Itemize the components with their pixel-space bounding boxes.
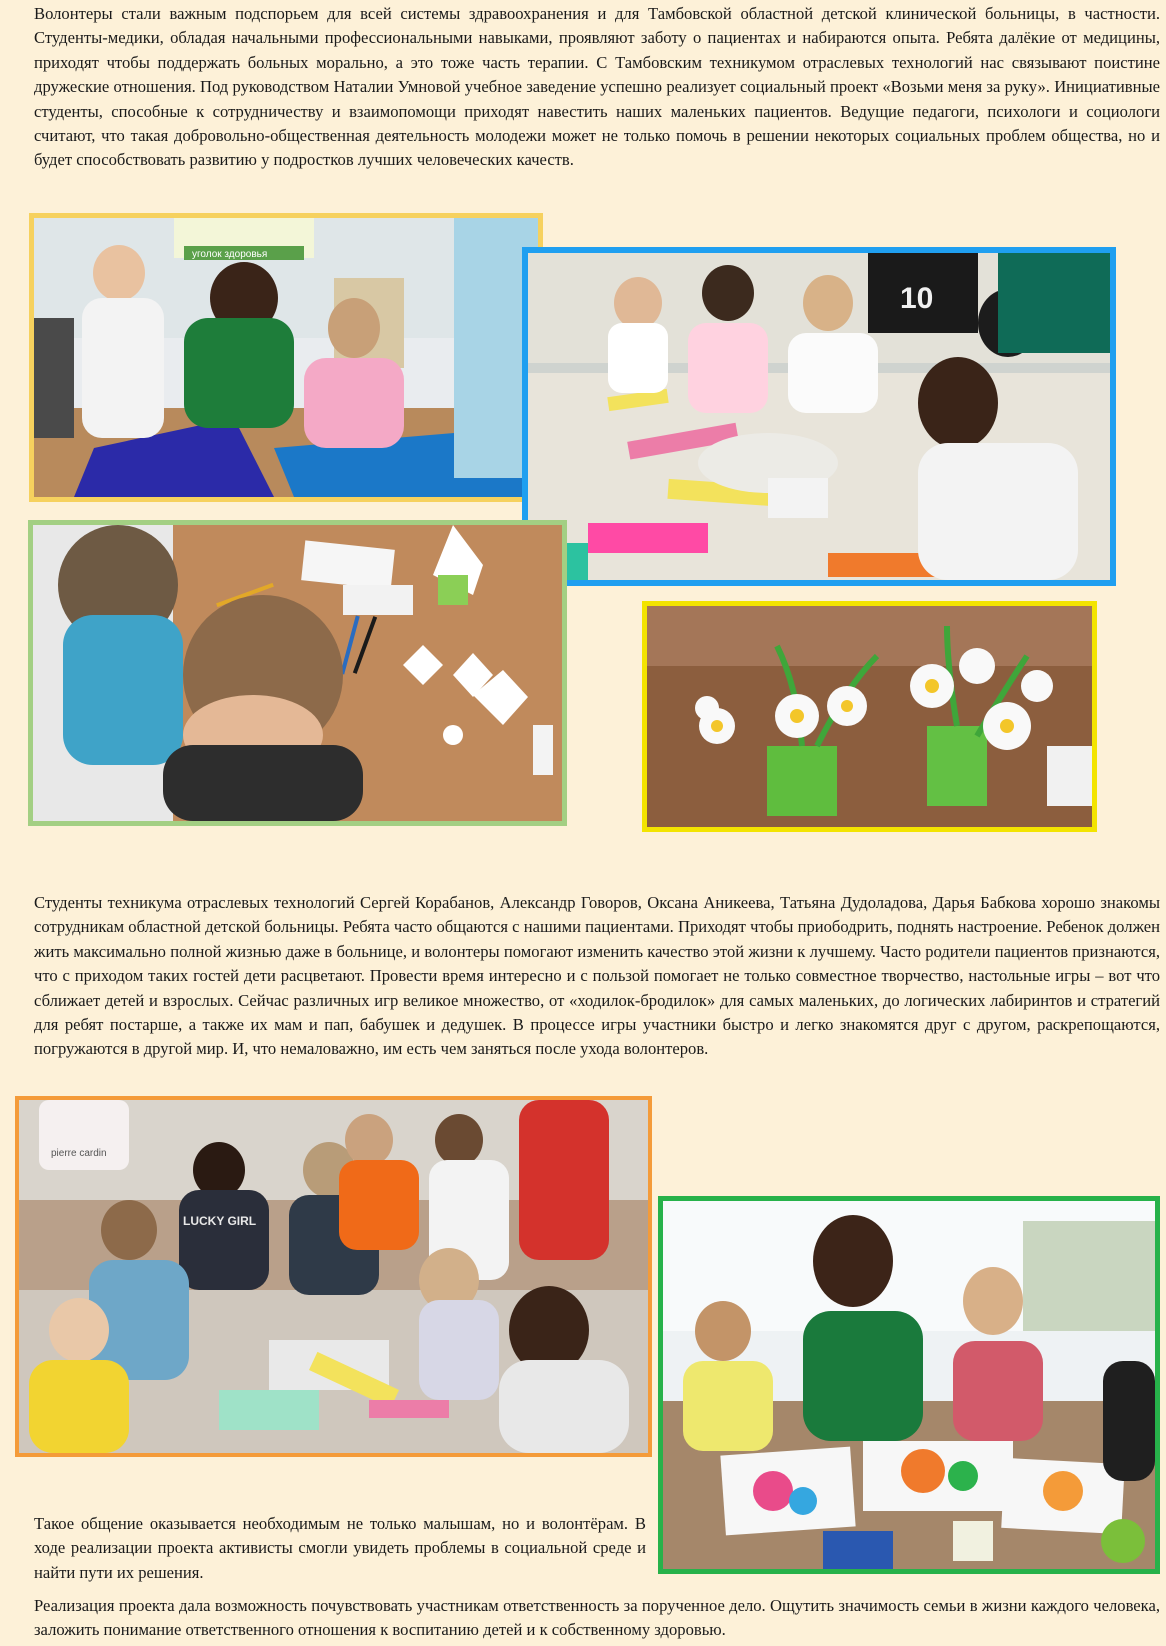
article-paragraph-communication: Такое общение оказывается необходимым не только малышам, но и волонтёрам. В ходе реализации проекта активисты смогли увидеть проблемы в социальной среде и найти пути их решения. — [34, 1514, 646, 1582]
photo-boys-making-paper-flowers — [28, 520, 567, 826]
article-paragraph-intro: Волонтеры стали важным подспорьем для всей системы здравоохранения и для Тамбовской областной детской клинической больницы, в частности. Студенты-медики, обладая начальными профессиональными навыками, проявляют заботу о пациентах и набираются опыта. Ребята далёкие от медицины, приходят чтобы поддержать больных морально, а это тоже часть терапии. С Тамбовским техникумом отраслевых технологий нас связывают поистине дружеские отношения. Под руководством Наталии Умновой учебное заведение успешно реализует социальный проект «Возьми меня за руку». Инициативные студенты, способные к сотрудничеству и взаимопомощи приходят навестить наших маленьких пациентов. Ведущие педагоги, психологи и социологи считают, что такая добровольно-общественная деятельность молодежи может не только помочь в решении некоторых социальных проблем общества, но и будет способствовать развитию у подростков лучших человеческих качеств. — [34, 4, 1160, 170]
photo-group-crafting-session — [15, 1096, 652, 1457]
shirt-print-text: LUCKY GIRL — [183, 1214, 257, 1228]
shirt-number: 10 — [900, 282, 934, 315]
bag-brand-text: pierre cardin — [51, 1148, 107, 1159]
photo-volunteers-crafting-with-girl — [29, 213, 543, 502]
photo-volunteer-coloring-with-kids — [658, 1196, 1160, 1574]
health-corner-sign: уголок здоровья — [192, 249, 268, 260]
article-paragraph-students: Студенты техникума отраслевых технологий Сергей Корабанов, Александр Говоров, Оксана Аникеева, Татьяна Дудоладова, Дарья Бабкова хорошо знакомы сотрудникам областной детской больницы. Ребята часто общаются с нашими пациентами. Приходят чтобы приободрить, поднять настроение. Ребенок должен жить максимально полной жизнью даже в больнице, и волонтеры помогают изменить качество этой жизни к лучшему. Часто родители пациентов признаются, что с приходом таких гостей дети расцветают. Провести время интересно и с пользой помогает не только совместное творчество, настольные игры – вот что сближает детей и взрослых. Сейчас различных игр великое множество, от «ходилок-бродилок» для самых маленьких, до логических лабиринтов и стратегий для ребят постарше, а также их мам и пап, бабушек и дедушек. В процессе игры участники быстро и легко знакомятся друг с другом, раскрепощаются, погружаются в другой мир. И, что немаловажно, им есть чем заняться после ухода волонтеров. — [34, 893, 1160, 1059]
article-paragraph-conclusion: Реализация проекта дала возможность почувствовать участникам ответственность за порученное дело. Ощутить значимость семьи в жизни каждого человека, заложить понимание ответственного отношения к воспитанию детей и к собственному здоровью. — [34, 1596, 1160, 1640]
photo-girls-cutting-paper — [522, 247, 1116, 586]
photo-paper-flower-bouquets — [642, 601, 1097, 832]
